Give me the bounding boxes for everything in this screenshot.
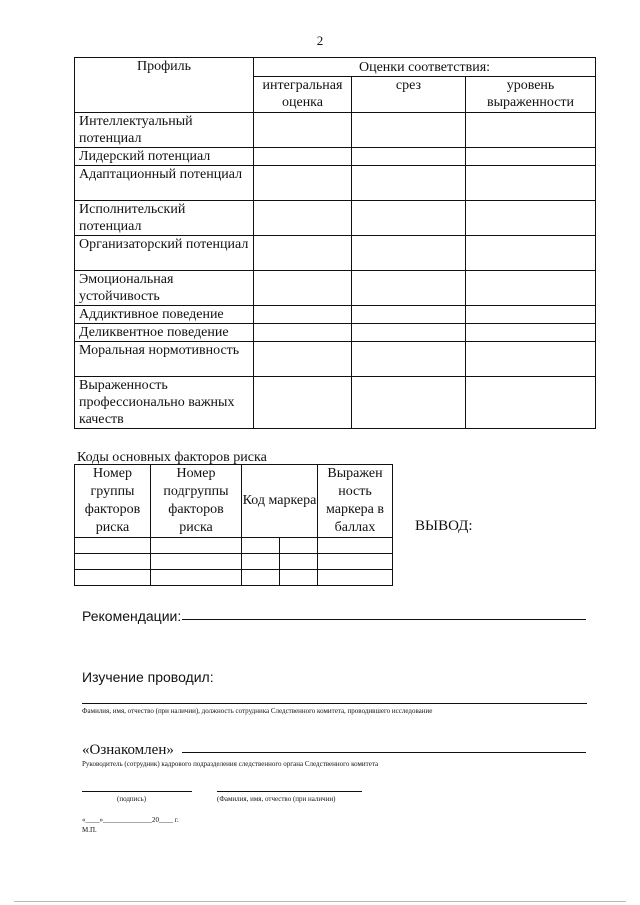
header-assessment-group: Оценки соответствия: [254, 58, 596, 77]
table-row [75, 236, 596, 271]
row-label: Аддиктивное поведение [75, 306, 254, 324]
table-row [75, 271, 596, 306]
cell-cut [352, 201, 466, 236]
conducted-by-caption: Фамилия, имя, отчество (при наличии), должность сотрудника Следственного комитета, проводившего исследование [82, 707, 433, 715]
row-label: Деликвентное поведение [75, 324, 254, 342]
cell-level [466, 236, 596, 271]
table-row [75, 377, 596, 429]
cell-cut [352, 306, 466, 324]
signature-caption: (подпись) [117, 795, 147, 803]
stamp-label: М.П. [82, 826, 97, 834]
table-row [75, 538, 393, 554]
cell-cut [352, 324, 466, 342]
row-label: Эмоциональная устойчивость [75, 271, 254, 306]
cell-integral [254, 201, 352, 236]
table-row [75, 570, 393, 586]
conclusion-label: ВЫВОД: [415, 518, 473, 534]
empty-cell [318, 554, 393, 570]
empty-cell [280, 570, 318, 586]
header-marker-code: Код маркера [242, 465, 318, 538]
empty-cell [242, 538, 280, 554]
table-row [75, 148, 596, 166]
table-row [75, 306, 596, 324]
cell-cut [352, 271, 466, 306]
row-label: Интеллектуальный потенциал [75, 113, 254, 148]
cell-integral [254, 377, 352, 429]
cell-integral [254, 271, 352, 306]
table-row [75, 113, 596, 148]
row-label: Исполнительский потенциал [75, 201, 254, 236]
cell-integral [254, 324, 352, 342]
acquainted-caption: Руководитель (сотрудник) кадрового подразделения следственного органа Следственного комитета [82, 760, 379, 768]
recommendations-label: Рекомендации: [82, 608, 182, 624]
row-label: Адаптационный потенциал [75, 166, 254, 201]
cell-level [466, 342, 596, 377]
cell-integral [254, 113, 352, 148]
subheader-level: уровень выраженности [466, 77, 596, 113]
empty-cell [75, 570, 151, 586]
name-caption: (Фамилия, имя, отчество (при наличии) [217, 795, 336, 803]
empty-cell [151, 538, 242, 554]
empty-cell [318, 570, 393, 586]
cell-cut [352, 113, 466, 148]
acquainted-label: «Ознакомлен» [82, 742, 174, 758]
header-marker-score: Выражен ность маркера в баллах [318, 465, 393, 538]
empty-cell [75, 538, 151, 554]
row-label: Моральная нормотивность [75, 342, 254, 377]
risk-factors-table [74, 464, 393, 586]
cell-cut [352, 148, 466, 166]
cell-cut [352, 236, 466, 271]
profile-assessment-table [74, 57, 596, 429]
header-profile: Профиль [75, 58, 254, 113]
cell-cut [352, 377, 466, 429]
cell-level [466, 271, 596, 306]
cell-integral [254, 342, 352, 377]
row-label: Организаторский потенциал [75, 236, 254, 271]
cell-integral [254, 148, 352, 166]
table-row [75, 201, 596, 236]
cell-cut [352, 342, 466, 377]
cell-level [466, 377, 596, 429]
subheader-integral: интегральная оценка [254, 77, 352, 113]
cell-level [466, 306, 596, 324]
subheader-cut: срез [352, 77, 466, 113]
row-label: Выраженность профессионально важных качеств [75, 377, 254, 429]
acquainted-line [182, 752, 586, 753]
header-group-number: Номер группы факторов риска [75, 465, 151, 538]
cell-integral [254, 306, 352, 324]
header-subgroup-number: Номер подгруппы факторов риска [151, 465, 242, 538]
empty-cell [242, 554, 280, 570]
empty-cell [280, 538, 318, 554]
table-row [75, 342, 596, 377]
cell-level [466, 201, 596, 236]
table-row [75, 166, 596, 201]
page-number: 2 [316, 33, 324, 48]
cell-cut [352, 166, 466, 201]
empty-cell [242, 570, 280, 586]
empty-cell [280, 554, 318, 570]
cell-integral [254, 166, 352, 201]
cell-level [466, 324, 596, 342]
signature-line [82, 791, 192, 792]
table-row [75, 324, 596, 342]
empty-cell [151, 554, 242, 570]
cell-level [466, 166, 596, 201]
page-bottom-rule [14, 901, 626, 902]
empty-cell [318, 538, 393, 554]
conducted-by-label: Изучение проводил: [82, 669, 214, 685]
empty-cell [75, 554, 151, 570]
cell-level [466, 148, 596, 166]
cell-integral [254, 236, 352, 271]
date-line: «____»______________20____ г. [82, 816, 179, 824]
risk-factors-title: Коды основных факторов риска [77, 450, 267, 465]
table-row [75, 554, 393, 570]
empty-cell [151, 570, 242, 586]
conducted-by-line [82, 703, 587, 704]
recommendations-line [182, 619, 586, 620]
row-label: Лидерский потенциал [75, 148, 254, 166]
cell-level [466, 113, 596, 148]
name-line [217, 791, 362, 792]
